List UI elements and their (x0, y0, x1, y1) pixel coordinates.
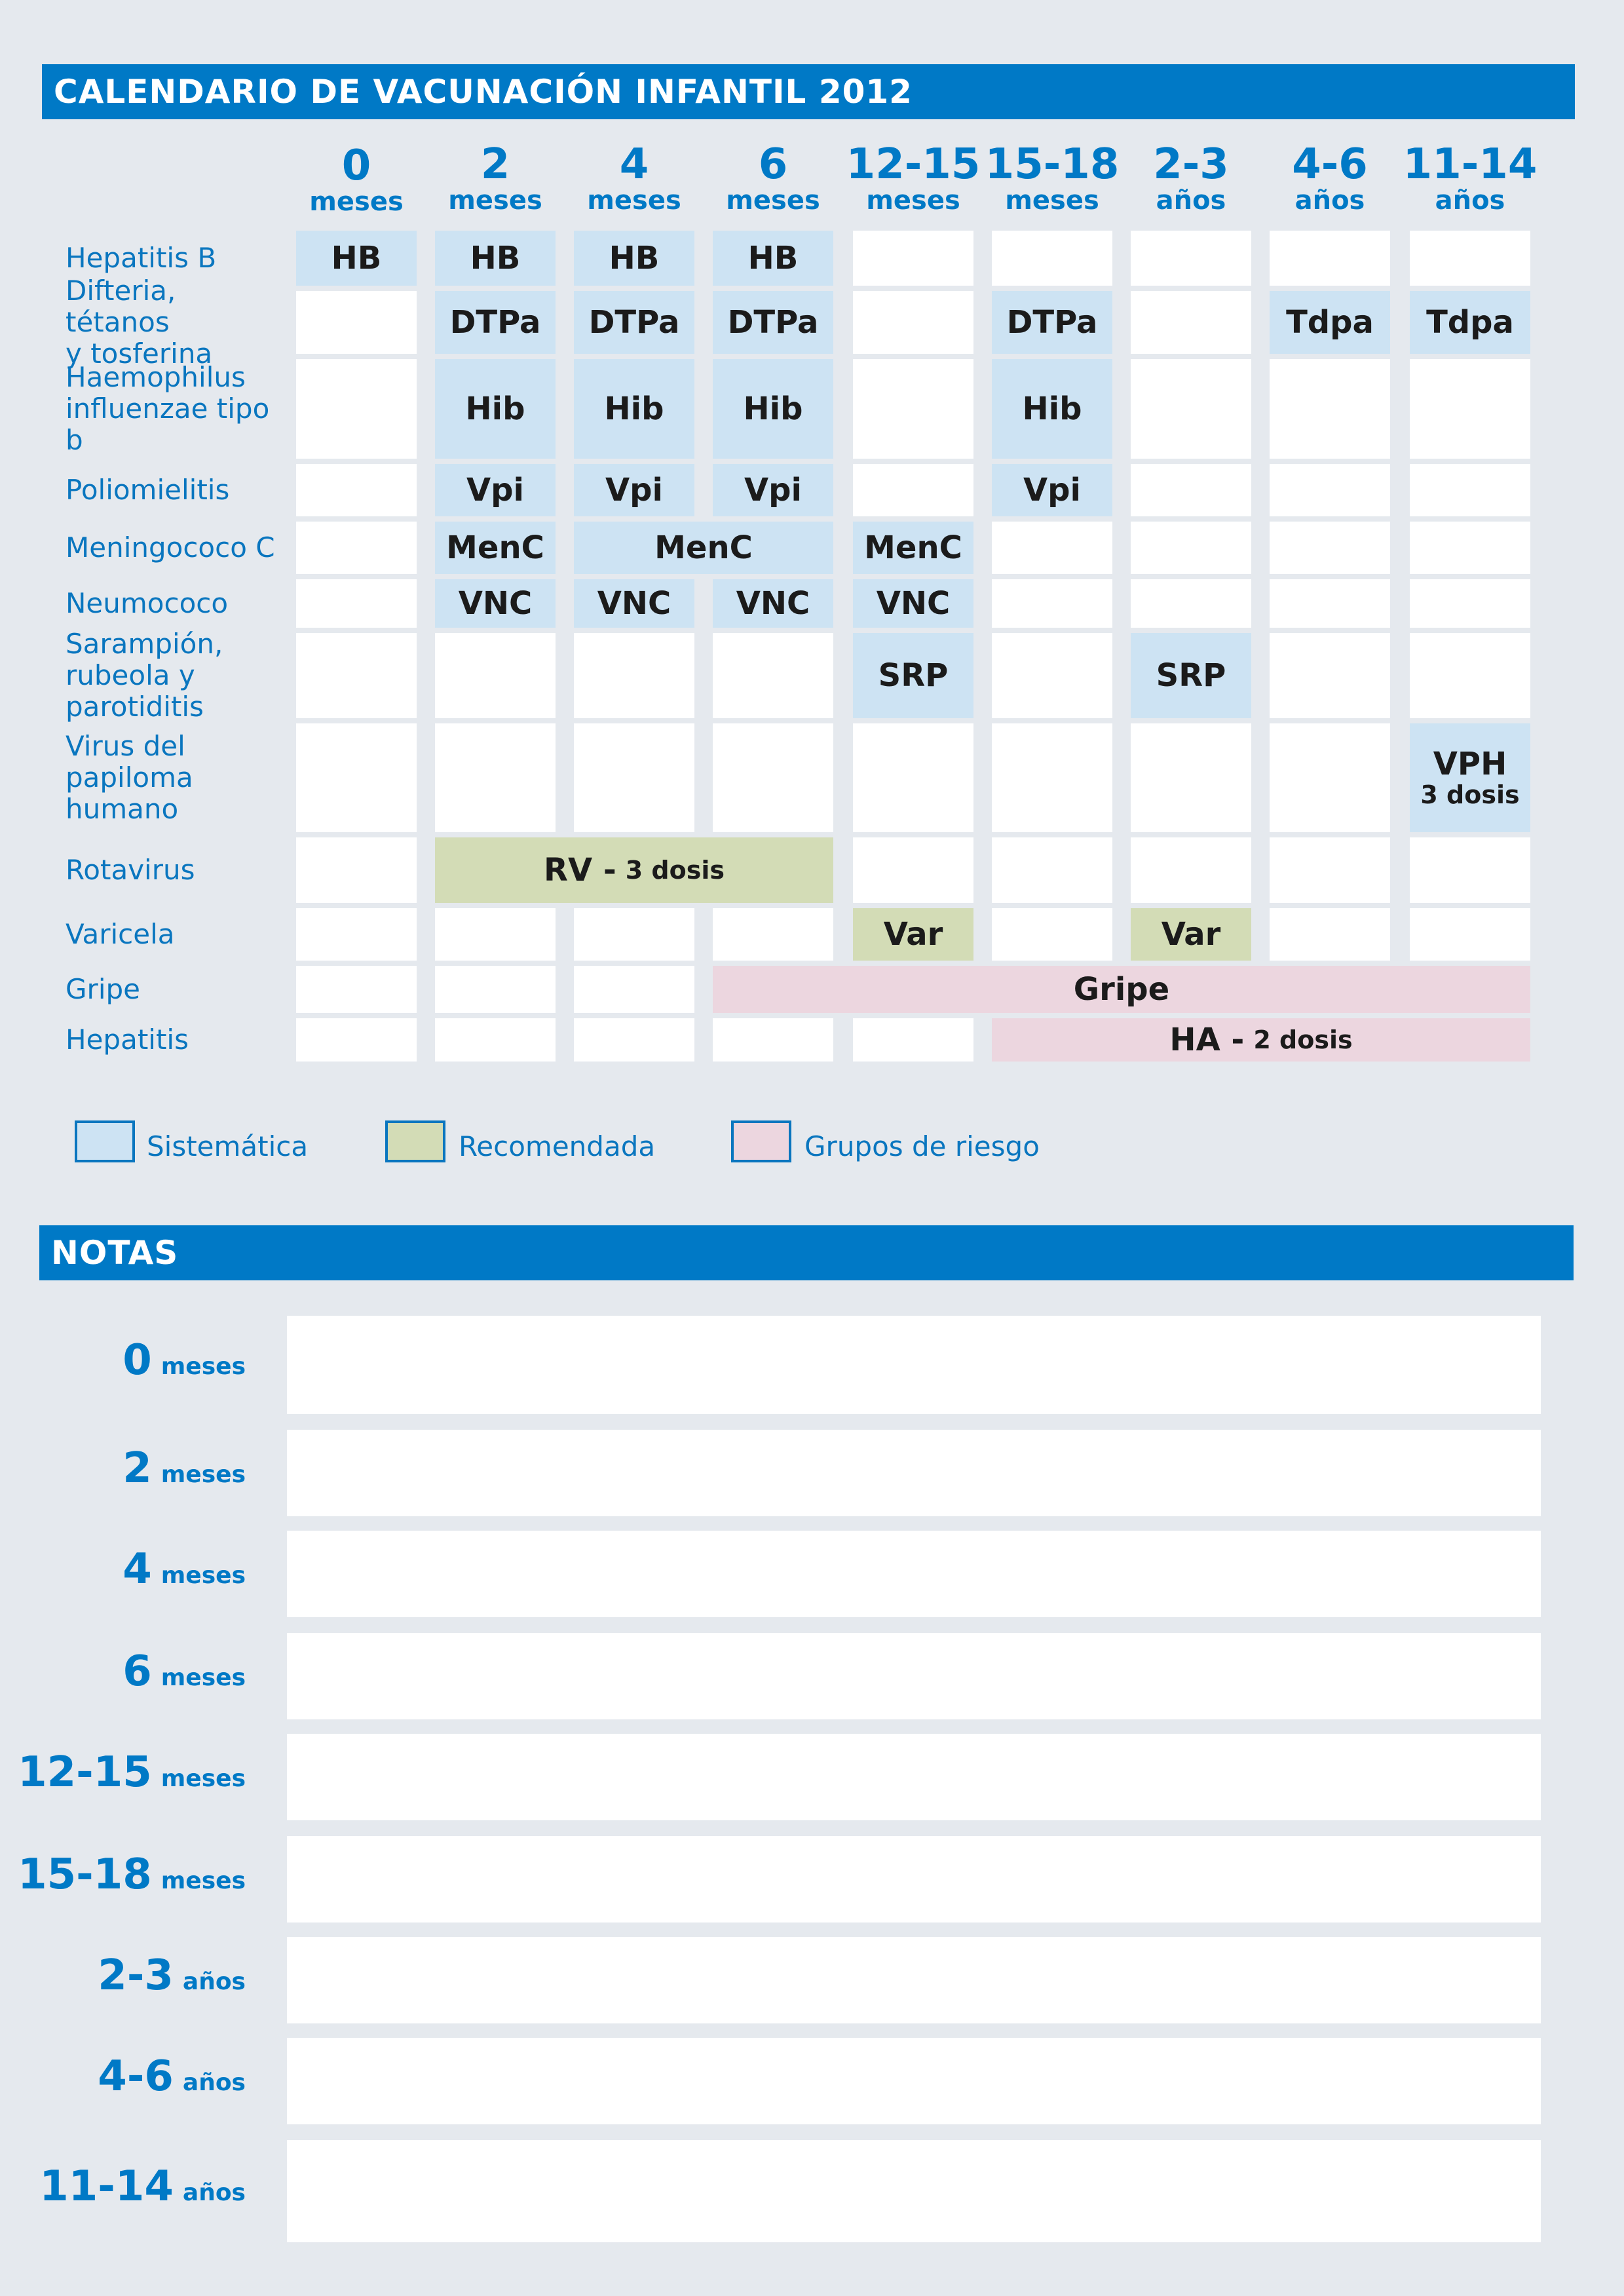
grid-cell (574, 908, 694, 961)
grid-cell (296, 359, 417, 459)
vaccine-vpi-4m (574, 464, 694, 516)
note-field[interactable] (287, 1734, 1541, 1820)
vaccine-vpi-15-18m (992, 464, 1112, 516)
vaccine-label: Hib (1022, 391, 1082, 427)
note-field[interactable] (287, 1836, 1541, 1923)
column-header-unit: meses (587, 185, 681, 216)
grid-cell (992, 579, 1112, 628)
column-header (700, 140, 846, 216)
column-header-unit: meses (1005, 185, 1099, 216)
row-label: Varicela (66, 918, 175, 950)
row-label: Gripe (66, 973, 140, 1005)
grid-cell (992, 231, 1112, 286)
column-header-number: 15-18 (985, 140, 1120, 189)
grid-cell (296, 966, 417, 1013)
vaccine-label: MenC (654, 529, 753, 566)
vaccine-label: RV - (544, 852, 616, 889)
note-label-unit: meses (161, 1765, 246, 1792)
grid-cell (1410, 579, 1530, 628)
grid-cell (296, 908, 417, 961)
vaccine-hb-0m (296, 231, 417, 286)
grid-cell (853, 231, 973, 286)
column-header-number: 4-6 (1292, 140, 1368, 189)
vaccine-label: Hib (743, 391, 803, 427)
vaccine-label: VPH (1433, 746, 1507, 782)
column-header (1118, 140, 1264, 216)
grid-cell (853, 723, 973, 832)
grid-cell (713, 723, 833, 832)
vaccine-dtpa-15-18m (992, 291, 1112, 354)
row-label: Virus del papiloma humano (66, 730, 193, 825)
grid-cell (853, 837, 973, 903)
vaccine-gripe (713, 966, 1530, 1013)
note-field[interactable] (287, 1937, 1541, 2023)
note-label-number: 11-14 (39, 2162, 174, 2211)
column-header-unit: meses (866, 185, 960, 216)
grid-cell (296, 291, 417, 354)
vaccine-label: DTPa (1006, 304, 1098, 341)
row-label: Neumococo (66, 587, 229, 619)
column-header (561, 140, 708, 216)
column-header-number: 6 (758, 140, 788, 189)
grid-cell (1270, 579, 1390, 628)
column-header-unit: meses (448, 185, 542, 216)
vaccine-vpi-6m (713, 464, 833, 516)
note-label-unit: meses (161, 1461, 246, 1488)
vaccine-label: HA - (1169, 1022, 1245, 1058)
vaccine-doses: 3 dosis (625, 856, 725, 885)
note-label-number: 15-18 (18, 1850, 152, 1899)
row-label: Haemophilus influenzae tipo b (66, 361, 270, 456)
note-field[interactable] (287, 1430, 1541, 1516)
vaccine-vph-11-14a (1410, 723, 1530, 832)
note-label (123, 1444, 246, 1493)
grid-cell (853, 359, 973, 459)
note-label-number: 0 (123, 1336, 152, 1385)
vaccine-srp-12-15m (853, 633, 973, 718)
legend-label-recomendada: Recomendada (459, 1130, 656, 1162)
grid-cell (296, 633, 417, 718)
vaccine-rv-2-6m (435, 837, 833, 903)
grid-cell (1270, 633, 1390, 718)
grid-cell (1270, 723, 1390, 832)
notes-title-bar (39, 1225, 1574, 1280)
grid-cell (992, 723, 1112, 832)
vaccine-label: Vpi (1023, 472, 1081, 508)
legend-label-grupos-riesgo: Grupos de riesgo (804, 1130, 1040, 1162)
vaccine-hib-6m (713, 359, 833, 459)
vaccine-menc-2m (435, 522, 556, 574)
note-label-unit: años (182, 2179, 246, 2206)
column-header-number: 11-14 (1403, 140, 1538, 189)
legend-label-sistematica: Sistemática (147, 1130, 309, 1162)
column-header-number: 4 (619, 140, 649, 189)
vaccine-label: HB (609, 240, 660, 277)
grid-cell (1131, 579, 1251, 628)
column-header (422, 140, 569, 216)
row-label: Meningococo C (66, 531, 275, 564)
grid-cell (574, 723, 694, 832)
grid-cell (296, 1018, 417, 1062)
note-label (39, 2162, 246, 2211)
legend-swatch-sistematica (75, 1120, 135, 1162)
grid-cell (435, 966, 556, 1013)
vaccine-label: Var (1161, 916, 1221, 953)
note-label-unit: meses (161, 1353, 246, 1380)
column-header (1397, 140, 1543, 216)
vaccine-label: HB (331, 240, 382, 277)
vaccine-dtpa-2m (435, 291, 556, 354)
vaccine-label: Tdpa (1426, 304, 1514, 341)
vaccine-var-2-3a (1131, 908, 1251, 961)
note-label-number: 6 (123, 1647, 152, 1696)
vaccine-label: VNC (458, 585, 533, 622)
grid-cell (435, 1018, 556, 1062)
vaccine-label: HB (470, 240, 521, 277)
column-header-number: 12-15 (846, 140, 981, 189)
row-label: Hepatitis (66, 1024, 189, 1056)
column-header-number: 2-3 (1153, 140, 1229, 189)
note-label (98, 1951, 246, 2000)
schedule-title: CALENDARIO DE VACUNACIÓN INFANTIL 2012 (54, 73, 913, 111)
note-label-unit: meses (161, 1562, 246, 1589)
vaccine-hib-4m (574, 359, 694, 459)
vaccine-label: Vpi (744, 472, 802, 508)
vaccine-label: MenC (864, 529, 962, 566)
row-label: Rotavirus (66, 854, 195, 886)
note-label (123, 1545, 246, 1594)
schedule-title-bar (42, 64, 1575, 119)
grid-cell (1131, 291, 1251, 354)
grid-cell (1270, 359, 1390, 459)
column-header (283, 144, 430, 216)
grid-cell (1410, 837, 1530, 903)
note-label-number: 2 (123, 1444, 152, 1493)
grid-cell (1410, 908, 1530, 961)
vaccine-hb-2m (435, 231, 556, 286)
vaccine-label: DTPa (727, 304, 819, 341)
vaccine-label: SRP (1156, 657, 1226, 694)
note-label-number: 4-6 (98, 2052, 174, 2101)
vaccine-label: VNC (876, 585, 951, 622)
vaccine-label: DTPa (588, 304, 680, 341)
grid-cell (1270, 522, 1390, 574)
column-header-unit: meses (309, 187, 404, 217)
grid-cell (1270, 837, 1390, 903)
vaccine-dtpa-4m (574, 291, 694, 354)
grid-cell (1410, 522, 1530, 574)
column-header-unit: meses (726, 185, 820, 216)
vaccine-tdpa-11-14a (1410, 291, 1530, 354)
vaccine-label: VNC (736, 585, 810, 622)
vaccine-tdpa-4-6a (1270, 291, 1390, 354)
grid-cell (1131, 723, 1251, 832)
note-field[interactable] (287, 1316, 1541, 1414)
grid-cell (1410, 231, 1530, 286)
note-label-number: 4 (123, 1545, 152, 1594)
grid-cell (713, 1018, 833, 1062)
column-header (1256, 140, 1403, 216)
note-label (123, 1647, 246, 1696)
grid-cell (296, 464, 417, 516)
vaccine-label: SRP (878, 657, 949, 694)
row-label: Hepatitis B (66, 242, 217, 274)
grid-cell (435, 723, 556, 832)
grid-cell (1131, 522, 1251, 574)
vaccine-hb-6m (713, 231, 833, 286)
note-label-unit: meses (161, 1664, 246, 1691)
note-label-unit: años (182, 2069, 246, 2096)
vaccine-label: HB (747, 240, 799, 277)
legend-swatch-grupos-riesgo (731, 1120, 791, 1162)
note-field[interactable] (287, 1633, 1541, 1719)
vaccine-label: Hib (604, 391, 664, 427)
grid-cell (435, 908, 556, 961)
grid-cell (296, 723, 417, 832)
vaccine-srp-2-3a (1131, 633, 1251, 718)
grid-cell (713, 908, 833, 961)
vaccine-label: VNC (597, 585, 671, 622)
grid-cell (992, 522, 1112, 574)
note-label-number: 2-3 (98, 1951, 174, 2000)
vaccine-label: MenC (446, 529, 544, 566)
vaccine-doses: 2 dosis (1253, 1025, 1353, 1054)
vaccine-menc-12-15m (853, 522, 973, 574)
vaccine-label: Hib (465, 391, 525, 427)
grid-cell (853, 464, 973, 516)
grid-cell (574, 966, 694, 1013)
vaccine-label: Vpi (466, 472, 524, 508)
vaccine-hb-4m (574, 231, 694, 286)
vaccine-var-12-15m (853, 908, 973, 961)
notes-title: NOTAS (51, 1234, 179, 1272)
grid-cell (1131, 837, 1251, 903)
row-label: Difteria, tétanos y tosferina (66, 275, 213, 370)
column-header-number: 0 (341, 142, 371, 190)
vaccine-label: Vpi (605, 472, 663, 508)
vaccine-vnc-2m (435, 579, 556, 628)
grid-cell (574, 1018, 694, 1062)
vaccine-hib-2m (435, 359, 556, 459)
grid-cell (1131, 359, 1251, 459)
note-field[interactable] (287, 2038, 1541, 2124)
legend-swatch-recomendada (385, 1120, 445, 1162)
grid-cell (1410, 633, 1530, 718)
note-label (123, 1336, 246, 1385)
vaccine-menc-4-6m (574, 522, 833, 574)
vaccine-vnc-6m (713, 579, 833, 628)
note-label-unit: años (182, 1968, 246, 1995)
note-label (18, 1850, 246, 1899)
note-field[interactable] (287, 2140, 1541, 2242)
note-label-unit: meses (161, 1867, 246, 1894)
vaccine-label: Gripe (1073, 971, 1170, 1008)
vaccine-label: DTPa (449, 304, 541, 341)
grid-cell (853, 1018, 973, 1062)
note-label (18, 1748, 246, 1797)
row-label: Sarampión, rubeola y parotiditis (66, 628, 223, 723)
grid-cell (713, 633, 833, 718)
grid-cell (296, 579, 417, 628)
vaccine-vnc-12-15m (853, 579, 973, 628)
grid-cell (296, 522, 417, 574)
vaccine-hib-15-18m (992, 359, 1112, 459)
vaccine-dtpa-6m (713, 291, 833, 354)
grid-cell (1131, 464, 1251, 516)
row-label: Poliomielitis (66, 474, 230, 506)
grid-cell (1131, 231, 1251, 286)
column-header-unit: años (1294, 185, 1365, 216)
grid-cell (1410, 464, 1530, 516)
grid-cell (1410, 359, 1530, 459)
column-header-number: 2 (480, 140, 510, 189)
vaccine-label: Tdpa (1286, 304, 1374, 341)
grid-cell (296, 837, 417, 903)
vaccine-doses: 3 dosis (1420, 780, 1520, 809)
grid-cell (992, 908, 1112, 961)
grid-cell (853, 291, 973, 354)
note-field[interactable] (287, 1531, 1541, 1617)
note-label (98, 2052, 246, 2101)
column-header (979, 140, 1125, 216)
grid-cell (1270, 464, 1390, 516)
grid-cell (1270, 231, 1390, 286)
note-label-number: 12-15 (18, 1748, 152, 1797)
vaccine-ha (992, 1018, 1530, 1062)
vaccine-label: Var (883, 916, 943, 953)
grid-cell (574, 633, 694, 718)
grid-cell (1270, 908, 1390, 961)
column-header-unit: años (1435, 185, 1505, 216)
grid-cell (435, 633, 556, 718)
grid-cell (992, 633, 1112, 718)
column-header-unit: años (1156, 185, 1226, 216)
grid-cell (992, 837, 1112, 903)
vaccine-vpi-2m (435, 464, 556, 516)
vaccine-vnc-4m (574, 579, 694, 628)
column-header (840, 140, 987, 216)
